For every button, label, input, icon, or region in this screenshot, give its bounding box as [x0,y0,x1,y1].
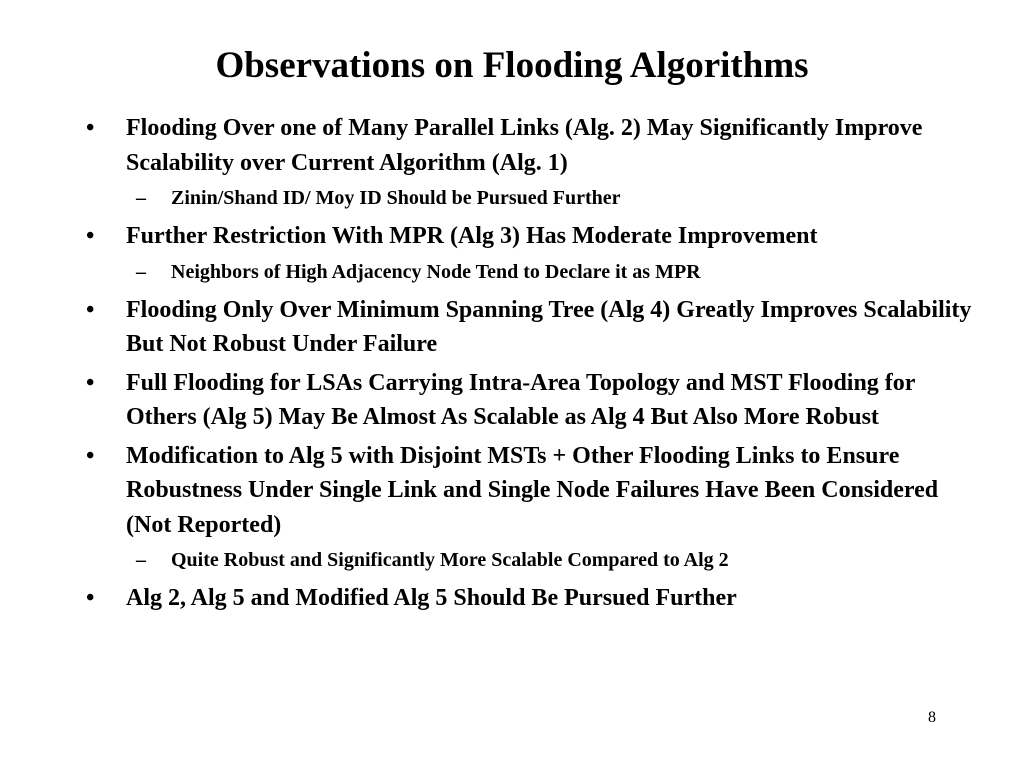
bullet-item [86,366,976,435]
bullet-text: Flooding Over one of Many Parallel Links (Alg. 2) May Significantly Improve Scalability over Current Algorithm (Alg. 1) [126,115,923,176]
sub-bullet-text: Quite Robust and Significantly More Scalable Compared to Alg 2 [171,549,729,571]
sub-bullet-text: Zinin/Shand ID/ Moy ID Should be Pursued Further [171,187,621,209]
bullet-icon: • [86,585,95,611]
sub-bullet-item [126,183,976,213]
bullet-item [86,219,976,287]
bullet-text: Flooding Only Over Minimum Spanning Tree (Alg 4) Greatly Improves Scalability But Not Robust Under Failure [126,296,972,357]
bullet-icon: • [86,115,95,141]
bullet-icon: • [86,442,95,469]
bullet-item [86,581,976,616]
dash-icon: – [136,549,146,571]
sub-bullet-item [126,257,976,287]
bullet-item [86,293,976,362]
bullet-list [86,111,976,620]
sub-bullet-text: Neighbors of High Adjacency Node Tend to Declare it as MPR [171,260,701,283]
bullet-item [86,439,976,576]
sub-bullet-list [126,183,976,213]
bullet-text: Modification to Alg 5 with Disjoint MSTs + Other Flooding Links to Ensure Robustness Under Single Link and Single Node Failures Have Been Considered (Not Reported) [126,442,939,538]
bullet-text: Full Flooding for LSAs Carrying Intra-Area Topology and MST Flooding for Others (Alg 5) May Be Almost As Scalable as Alg 4 But Also More Robust [126,369,916,430]
slide-title: Observations on Flooding Algorithms [215,45,809,86]
dash-icon: – [136,187,146,209]
bullet-text: Alg 2, Alg 5 and Modified Alg 5 Should Be Pursued Further [126,585,737,611]
sub-bullet-item [126,545,976,575]
bullet-item [86,111,976,213]
sub-bullet-list [126,257,976,287]
bullet-icon: • [86,296,95,323]
sub-bullet-list [126,545,976,575]
bullet-icon: • [86,369,95,396]
bullet-text: Further Restriction With MPR (Alg 3) Has Moderate Improvement [126,223,818,249]
page-number: 8 [928,709,936,726]
bullet-icon: • [86,223,95,249]
dash-icon: – [136,260,146,283]
